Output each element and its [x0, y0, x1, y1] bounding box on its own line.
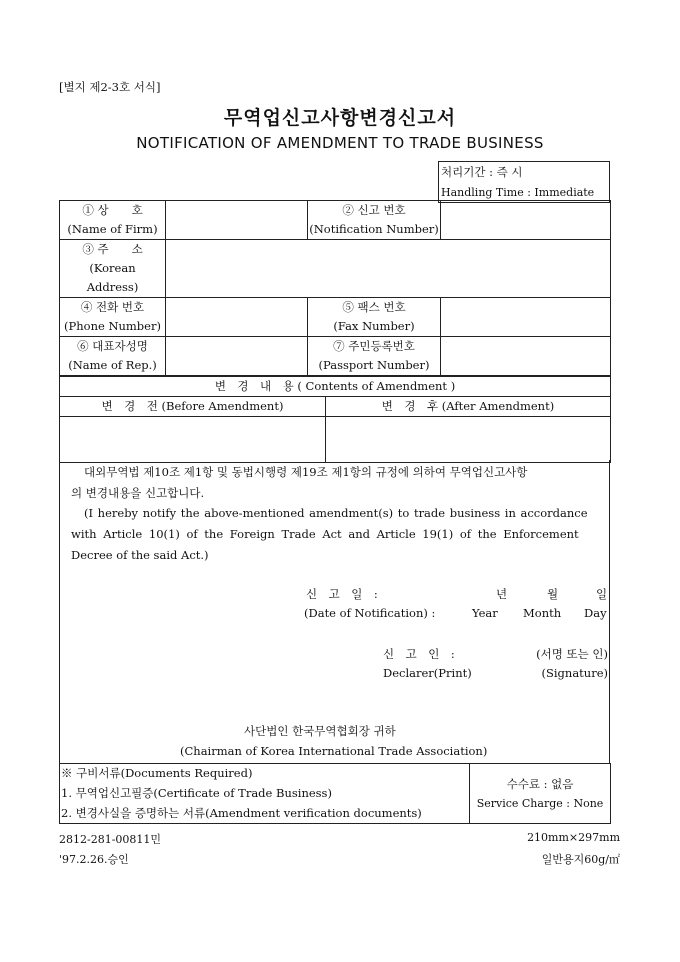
date-month-korean: 월 [547, 587, 559, 601]
main-form-table [59, 200, 611, 376]
date-day-english: Day [584, 606, 607, 620]
documents-required-cell [60, 764, 470, 824]
declaration-english-line3: Decree of the said Act.) [71, 548, 209, 562]
declarant-label-korean: 신 고 인 : [383, 647, 455, 661]
documents-item-1: 1. 무역업신고필증(Certificate of Trade Business) [61, 786, 332, 800]
title-english: NOTIFICATION OF AMENDMENT TO TRADE BUSINESS [136, 134, 544, 152]
date-day-korean: 일 [596, 587, 608, 601]
date-month-english: Month [523, 606, 562, 620]
address-label: ③ 주 소 (Korean Address) [60, 240, 166, 298]
address-field[interactable] [166, 240, 611, 298]
date-year-english: Year [472, 606, 498, 620]
firm-name-label: ① 상 호 (Name of Firm) [60, 201, 166, 240]
declarant-label-english: Declarer(Print) [383, 666, 472, 680]
footer-paper-size: 210mm×297mm [527, 831, 620, 844]
amendment-table [59, 376, 611, 463]
handling-time-box [438, 161, 610, 203]
declaration-english-line1: (I hereby notify the above-mentioned amendment(s) to trade business in accordance [84, 506, 588, 520]
date-year-korean: 년 [496, 587, 508, 601]
firm-name-field[interactable] [166, 201, 308, 240]
fax-field[interactable] [441, 298, 611, 337]
title-korean: 무역업신고사항변경신고서 [223, 107, 457, 129]
rep-name-field[interactable] [166, 337, 308, 376]
amendment-header: 변 경 내 용 ( Contents of Amendment ) [60, 377, 611, 397]
addressee-english: (Chairman of Korea International Trade Association) [180, 744, 488, 758]
date-label-english: (Date of Notification) : [304, 606, 436, 620]
passport-label: ⑦ 주민등록번호 (Passport Number) [308, 337, 441, 376]
rep-name-label: ⑥ 대표자성명 (Name of Rep.) [60, 337, 166, 376]
documents-item-2: 2. 변경사실을 증명하는 서류(Amendment verification documents) [61, 806, 422, 820]
phone-label: ④ 전화 번호 (Phone Number) [60, 298, 166, 337]
addressee-korean: 사단법인 한국무역협회장 귀하 [244, 724, 396, 738]
before-amendment-label: 변 경 전 (Before Amendment) [60, 397, 326, 417]
footer-form-code: 2812-281-00811민 [59, 833, 162, 846]
service-charge-cell [470, 764, 611, 824]
declaration-korean-line1: 대외무역법 제10조 제1항 및 동법시행령 제19조 제1항의 규정에 의하여 무역업신고사항 [84, 465, 528, 479]
phone-field[interactable] [166, 298, 308, 337]
notification-number-field[interactable] [441, 201, 611, 240]
fax-label: ⑤ 팩스 번호 (Fax Number) [308, 298, 441, 337]
notification-number-label: ② 신고 번호 (Notification Number) [308, 201, 441, 240]
date-label-korean: 신 고 일 : [306, 587, 378, 601]
passport-field[interactable] [441, 337, 611, 376]
form-label: [별지 제2-3호 서식] [59, 80, 161, 94]
footer-approval-date: '97.2.26.승인 [59, 853, 129, 866]
declarant-signature-korean: (서명 또는 인) [536, 647, 608, 661]
handling-time-english: Handling Time : Immediate [439, 183, 610, 203]
documents-header: ※ 구비서류(Documents Required) [61, 766, 253, 780]
footer-paper-type: 일반용지60g/㎡ [541, 853, 620, 866]
service-charge-english: Service Charge : None [476, 796, 604, 810]
after-amendment-label: 변 경 후 (After Amendment) [326, 397, 611, 417]
declaration-english-line2: with Article 10(1) of the Foreign Trade Act and Article 19(1) of the Enforcement [71, 527, 579, 541]
declarant-signature-english: (Signature) [541, 666, 608, 680]
declaration-korean-line2: 의 변경내용을 신고합니다. [71, 486, 205, 500]
documents-table [59, 763, 611, 824]
after-amendment-field[interactable] [326, 417, 611, 463]
before-amendment-field[interactable] [60, 417, 326, 463]
service-charge-korean: 수수료 : 없음 [506, 776, 574, 791]
handling-time-korean: 처리기간 : 즉 시 [439, 162, 610, 183]
